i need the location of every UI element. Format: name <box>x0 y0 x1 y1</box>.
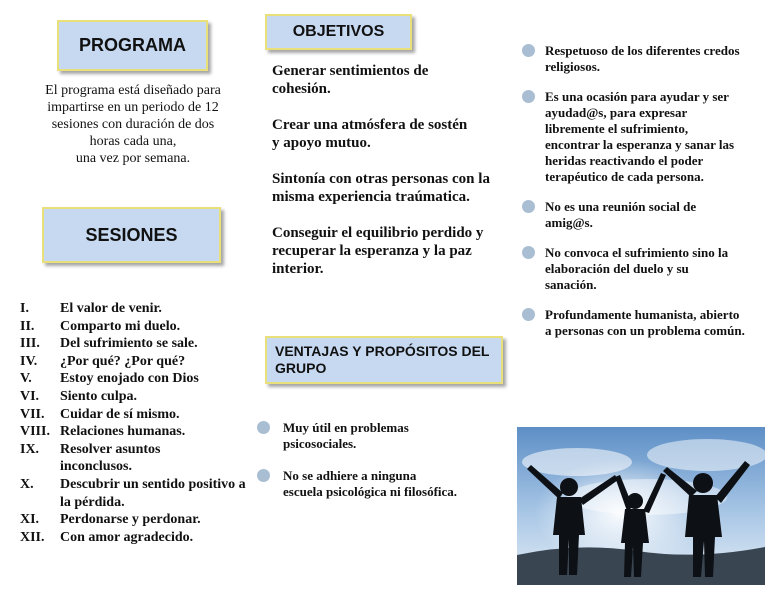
bullet-icon <box>522 246 535 259</box>
session-title: Relaciones humanas. <box>60 424 186 440</box>
ventaja-item <box>257 468 472 500</box>
sesiones-heading-box <box>42 207 221 263</box>
caracteristica-item <box>522 43 762 75</box>
programa-description <box>18 82 248 167</box>
programa-line: una vez por semana. <box>75 151 191 166</box>
session-item <box>20 441 265 476</box>
sesiones-heading: SESIONES <box>85 224 178 245</box>
ventaja-item <box>257 420 472 452</box>
caracteristica-item <box>522 245 762 293</box>
programa-line: El programa está diseñado para <box>45 83 221 98</box>
bullet-icon <box>257 421 270 434</box>
session-title: Perdonarse y perdonar. <box>60 512 201 528</box>
session-item <box>20 353 265 371</box>
session-title: Comparto mi duelo. <box>60 318 181 334</box>
objetivo-item: Crear una atmósfera de sostén y apoyo mutuo. <box>272 117 468 151</box>
session-number: III. <box>20 336 40 352</box>
bullet-icon <box>522 44 535 57</box>
caracteristica-item <box>522 89 762 185</box>
ventajas-heading: VENTAJAS Y PROPÓSITOS DEL GRUPO <box>275 343 490 376</box>
session-title: El valor de venir. <box>60 301 162 316</box>
bullet-icon <box>522 90 535 103</box>
session-number: I. <box>20 301 29 316</box>
session-number: X. <box>20 476 34 492</box>
objetivo-item: Generar sentimientos de cohesión. <box>272 63 429 97</box>
caracteristica-text: Es una ocasión para ayudar y ser ayudad@s, para expresar libremente el sufrimiento, encontrar la esperanza y sanar las heridas reactivando el poder terapéutico de cada persona. <box>545 89 735 184</box>
session-item <box>20 511 265 529</box>
programa-heading-box <box>57 20 208 71</box>
session-item <box>20 406 265 424</box>
bullet-icon <box>257 469 270 482</box>
session-item <box>20 529 265 547</box>
session-title: ¿Por qué? ¿Por qué? <box>60 353 186 369</box>
session-item <box>20 476 265 511</box>
session-item <box>20 370 265 388</box>
session-number: XII. <box>20 529 45 545</box>
objetivos-heading: OBJETIVOS <box>292 23 385 40</box>
programa-line: impartirse en un periodo de 12 <box>47 100 219 115</box>
session-item <box>20 388 265 406</box>
session-item <box>20 335 265 353</box>
programa-line: horas cada una, <box>89 134 177 149</box>
caracteristica-item <box>522 199 762 231</box>
programa-heading: PROGRAMA <box>79 35 186 55</box>
session-title: Con amor agradecido. <box>60 529 194 545</box>
session-item <box>20 423 265 441</box>
session-number: II. <box>20 318 35 334</box>
session-number: IV. <box>20 353 38 369</box>
objetivos-heading-box <box>265 14 412 50</box>
session-item <box>20 318 265 336</box>
bullet-icon <box>522 200 535 213</box>
session-number: VII. <box>20 406 45 422</box>
session-number: VIII. <box>20 424 50 440</box>
caracteristicas-list <box>522 43 762 339</box>
sessions-list <box>20 300 265 546</box>
objetivos-list <box>272 62 517 296</box>
caracteristica-text: Respetuoso de los diferentes credos religiosos. <box>545 43 740 74</box>
group-silhouette-photo <box>517 427 765 585</box>
caracteristica-text: No es una reunión social de amig@s. <box>545 199 697 230</box>
session-number: XI. <box>20 512 40 528</box>
session-number: V. <box>20 371 32 387</box>
caracteristica-text: Profundamente humanista, abierto a personas con un problema común. <box>545 307 745 338</box>
session-title: Siento culpa. <box>60 388 138 404</box>
people-celebrating-icon <box>517 427 765 585</box>
session-title: Estoy enojado con Dios <box>60 371 199 387</box>
session-title: Descubrir un sentido positivo a la pérdida. <box>60 476 246 510</box>
programa-line: sesiones con duración de dos <box>51 117 215 132</box>
session-item <box>20 300 265 318</box>
caracteristica-item <box>522 307 762 339</box>
session-title: Resolver asuntos inconclusos. <box>60 441 161 475</box>
ventajas-heading-box <box>265 336 503 384</box>
session-title: Del sufrimiento se sale. <box>60 336 198 352</box>
objetivo-item: Sintonía con otras personas con la misma experiencia traúmatica. <box>272 171 490 205</box>
ventaja-text: No se adhiere a ninguna escuela psicológica ni filosófica. <box>283 468 458 499</box>
caracteristica-text: No convoca el sufrimiento sino la elaboración del duelo y su sanación. <box>545 245 729 292</box>
bullet-icon <box>522 308 535 321</box>
ventaja-text: Muy útil en problemas psicosociales. <box>283 420 409 451</box>
session-title: Cuidar de sí mismo. <box>60 406 180 422</box>
session-number: VI. <box>20 388 40 404</box>
session-number: IX. <box>20 441 40 457</box>
objetivo-item: Conseguir el equilibrio perdido y recuperar la esperanza y la paz interior. <box>272 225 484 277</box>
ventajas-list <box>257 420 472 500</box>
